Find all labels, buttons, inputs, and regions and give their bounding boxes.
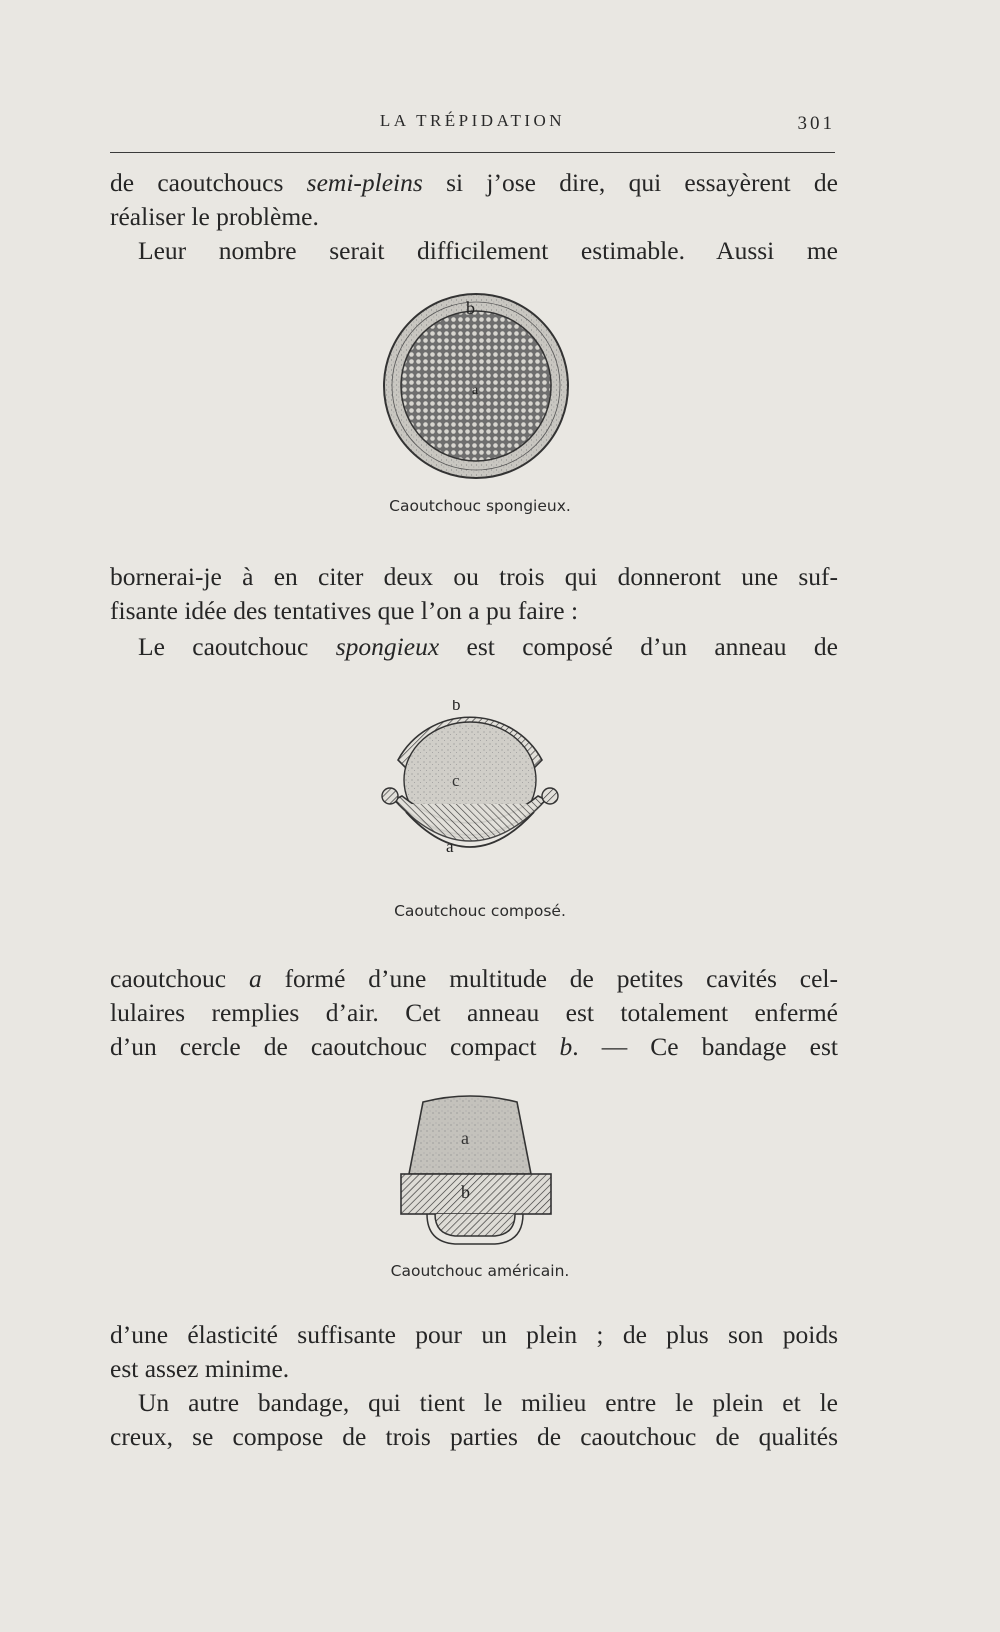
figure-label: a — [472, 383, 479, 398]
running-title: LA TRÉPIDATION — [379, 111, 566, 130]
figure-americain — [395, 1092, 565, 1252]
paragraph-3-line-1: bornerai-je à en citer deux ou trois qui donneront une suf- — [110, 562, 838, 591]
text-run: Le caoutchouc — [138, 632, 336, 661]
paragraph-6-line-1: d’une élasticité suffisante pour un plein ; de plus son poids — [110, 1320, 838, 1349]
paragraph-7-line-2: creux, se compose de trois parties de caoutchouc de qualités — [110, 1422, 838, 1451]
figure-label: a — [446, 837, 454, 856]
paragraph-6-line-2: est assez minime. — [110, 1354, 290, 1383]
paragraph-1-line-2: réaliser le problème. — [110, 202, 319, 231]
running-head — [110, 108, 835, 142]
paragraph-3 — [110, 560, 838, 628]
paragraph-7 — [110, 1386, 838, 1420]
italic-text-run: b — [559, 1032, 573, 1061]
text-run: est composé d’un anneau de — [439, 632, 838, 661]
paragraph-5-line-3 — [110, 1030, 838, 1064]
paragraph-5 — [110, 962, 838, 1064]
caption-compose: Caoutchouc composé. — [394, 902, 566, 920]
caption-americain: Caoutchouc américain. — [390, 1262, 570, 1280]
text-run: d’un cercle de caoutchouc compact — [110, 1032, 560, 1061]
figure-spongieux-drawing — [380, 288, 580, 488]
italic-text-run: semi-pleins — [306, 168, 423, 197]
figure-label: b — [452, 700, 461, 714]
figure-label: b — [461, 1182, 470, 1202]
paragraph-5-line-2: lulaires remplies d’air. Cet anneau est totalement enfermé — [110, 998, 838, 1027]
text-run: de caoutchoucs — [110, 168, 307, 197]
page-number: 301 — [797, 113, 835, 134]
paragraph-2 — [110, 234, 838, 268]
text-run: caoutchouc — [110, 964, 249, 993]
paragraph-3-line-2: fisante idée des tentatives que l’on a pu faire : — [110, 596, 579, 625]
header-rule — [110, 152, 835, 153]
paragraph-6 — [110, 1318, 838, 1386]
paragraph-2-line-1: Leur nombre serait difficilement estimable. Aussi me — [138, 236, 838, 265]
paragraph-5-line-1 — [110, 962, 838, 996]
paragraph-7-continued — [110, 1420, 838, 1454]
figure-label: b — [466, 298, 475, 318]
figure-spongieux — [380, 288, 580, 488]
figure-americain-drawing — [395, 1092, 565, 1252]
paragraph-7-line-1: Un autre bandage, qui tient le milieu entre le plein et le — [138, 1388, 838, 1417]
text-run: si j’ose dire, qui essayèrent de — [422, 168, 838, 197]
paragraph-4 — [110, 630, 838, 664]
paragraph-4-line-1 — [138, 630, 838, 664]
figure-label: c — [452, 771, 460, 790]
caption-spongieux: Caoutchouc spongieux. — [389, 497, 571, 515]
figure-compose — [380, 700, 580, 890]
text-run: formé d’une multitude de petites cavités cel- — [261, 964, 838, 993]
figure-label: a — [461, 1128, 469, 1148]
paragraph-1 — [110, 166, 838, 234]
italic-text-run: spongieux — [335, 632, 440, 661]
figure-compose-drawing — [380, 700, 580, 890]
paragraph-1-line-1 — [110, 166, 838, 200]
italic-text-run: a — [248, 964, 262, 993]
text-run: . — Ce bandage est — [572, 1032, 839, 1061]
